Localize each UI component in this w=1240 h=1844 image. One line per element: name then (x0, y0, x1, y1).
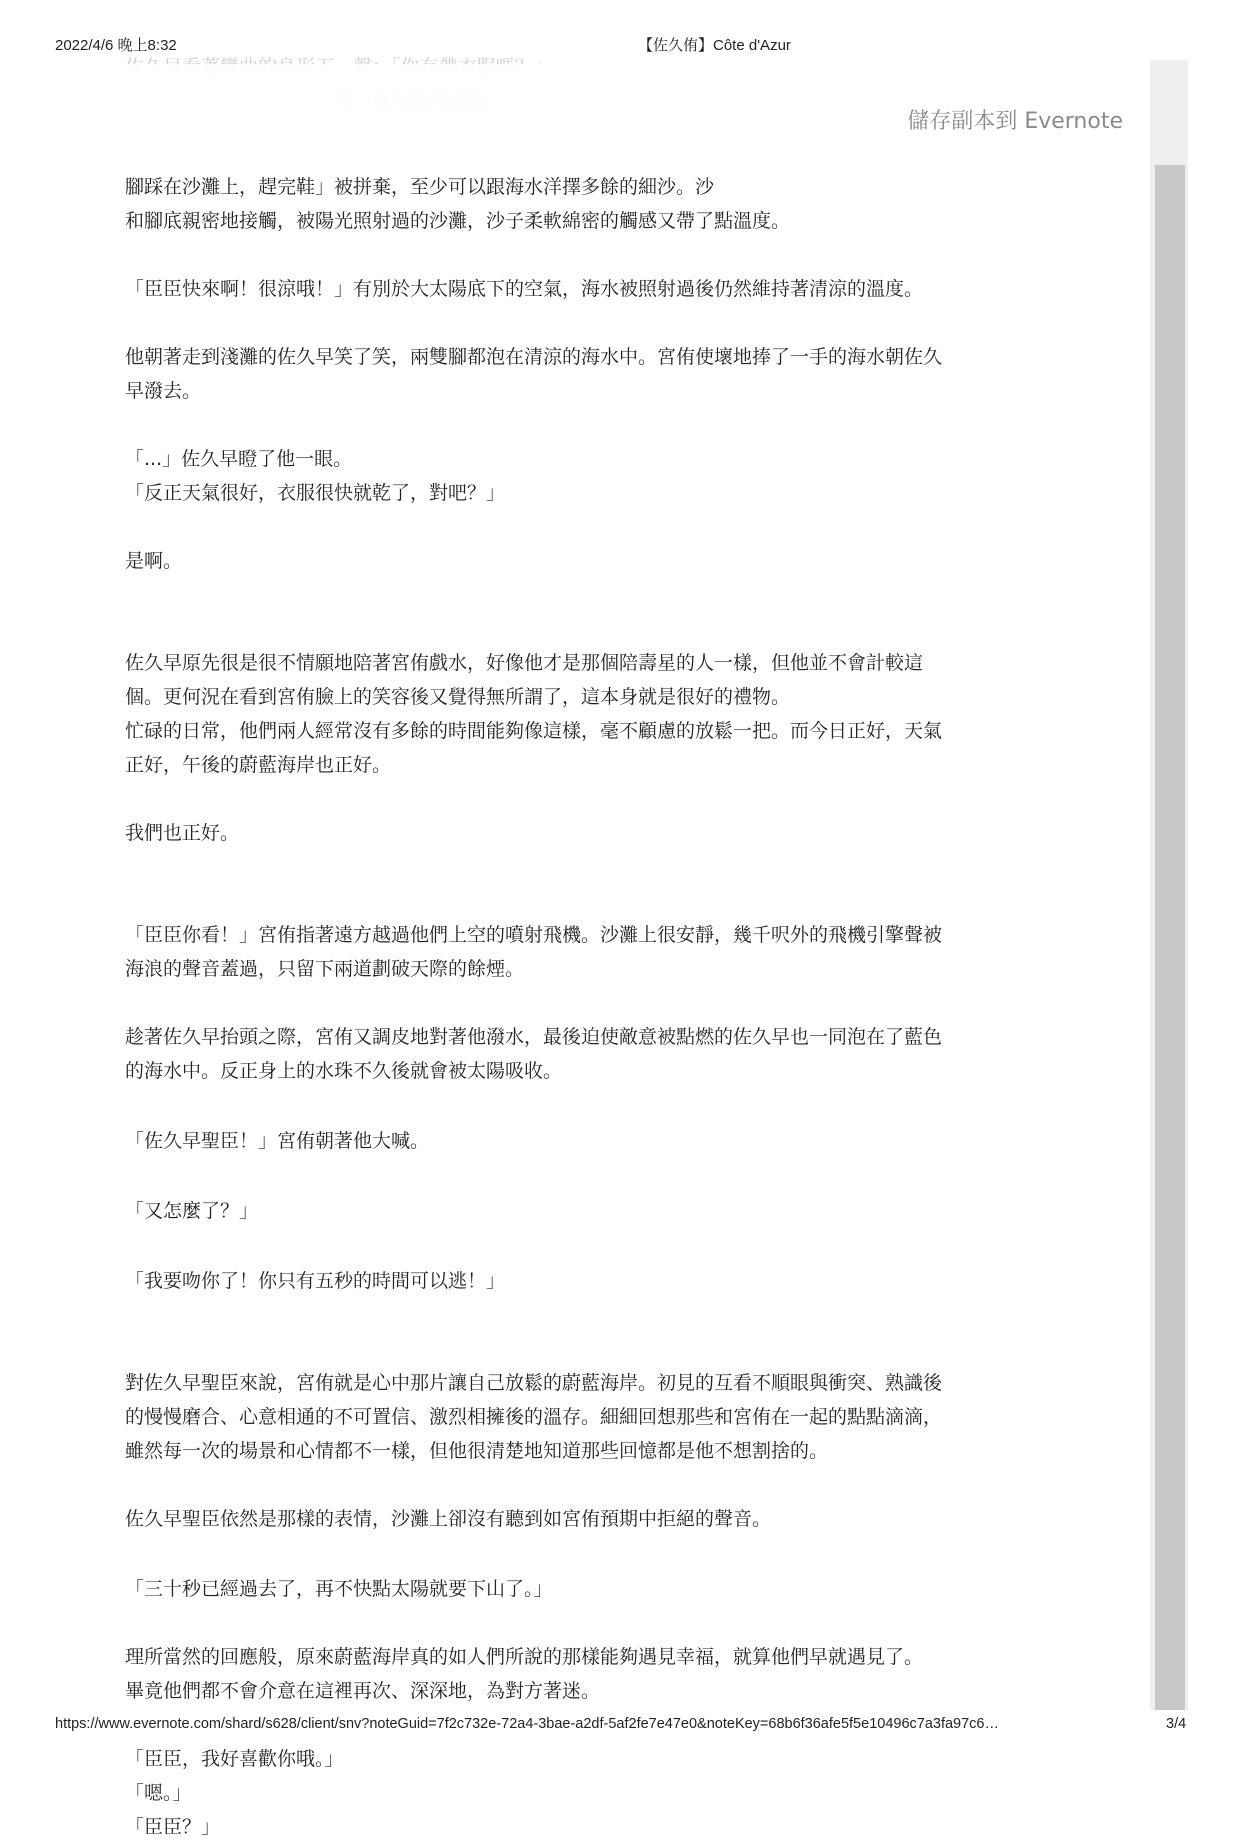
paragraph (125, 1502, 1080, 1536)
text-line: 「臣臣，我好喜歡你哦。」 (125, 1748, 344, 1770)
paragraph (125, 1020, 1080, 1088)
text-line: 正好，午後的蔚藍海岸也正好。 (125, 754, 392, 776)
note-body (125, 170, 1080, 1844)
text-line: 「臣臣你看！」宮侑指著遠方越過他們上空的噴射飛機。沙灘上很安靜，幾千呎外的飛機引擎聲被 (125, 924, 943, 946)
text-line: 「...」佐久早瞪了他一眼。 (125, 448, 353, 470)
text-line: 「嗯。」 (125, 1782, 192, 1804)
paragraph (125, 1572, 1080, 1606)
text-line: 對佐久早聖臣來說，宮侑就是心中那片讓自己放鬆的蔚藍海岸。初見的互看不順眼與衝突、熟識後 (125, 1372, 943, 1394)
text-line: 趁著佐久早抬頭之際，宮侑又調皮地對著他潑水，最後迫使敵意被點燃的佐久早也一同泡在了藍色 (125, 1026, 943, 1048)
paragraph (125, 1194, 1080, 1228)
text-line: 早潑去。 (125, 380, 202, 402)
text-line: 腳踩在沙灘上，趕完鞋」被拼棄，至少可以跟海水洋擇多餘的細沙。沙 (125, 176, 715, 198)
paragraph (125, 918, 1080, 986)
text-line: 是啊。 (125, 550, 183, 572)
paragraph (125, 646, 1080, 782)
text-line: 「臣臣快來啊！很涼哦！」有別於大太陽底下的空氣，海水被照射過後仍然維持著清涼的溫度。 (125, 278, 924, 300)
page-url: https://www.evernote.com/shard/s628/client/snv?noteGuid=7f2c732e-72a4-3bae-a2df-5af2fe7e47e0&noteKey=68b6f36afe5f5e10496c7a3fa97c6… (55, 1716, 999, 1732)
text-line: 「臣臣？」 (125, 1816, 221, 1838)
text-line: 理所當然的回應般，原來蔚藍海岸真的如人們所說的那樣能夠遇見幸福，就算他們早就遇見了。 (125, 1646, 924, 1668)
page-number: 3/4 (1166, 1716, 1187, 1732)
paragraph (125, 1366, 1080, 1468)
text-line: 「三十秒已經過去了，再不快點太陽就要下山了。」 (125, 1578, 553, 1600)
text-line: 雖然每一次的場景和心情都不一樣，但他很清楚地知道那些回憶都是他不想割捨的。 (125, 1440, 829, 1462)
text-line: 「佐久早聖臣！」宮侑朝著他大喊。 (125, 1130, 430, 1152)
paragraph (125, 1124, 1080, 1158)
paragraph (125, 816, 1080, 850)
text-line: 「又怎麼了？」 (125, 1200, 259, 1222)
text-line: 和腳底親密地接觸，被陽光照射過的沙灘，沙子柔軟綿密的觸感又帶了點溫度。 (125, 210, 791, 232)
paragraph (125, 1264, 1080, 1298)
text-line: 個。更何況在看到宮侑臉上的笑容後又覺得無所謂了，這本身就是很好的禮物。 (125, 686, 791, 708)
scrollbar-thumb[interactable] (1155, 165, 1185, 1710)
paragraph (125, 170, 1080, 238)
paragraph (125, 1640, 1080, 1708)
text-line: 佐久早聖臣依然是那樣的表情，沙灘上卻沒有聽到如宮侑預期中拒絕的聲音。 (125, 1508, 772, 1530)
text-line: 我們也正好。 (125, 822, 240, 844)
text-line: 他朝著走到淺灘的佐久早笑了笑，兩雙腳都泡在清涼的海水中。宮侑使壞地捧了一手的海水朝佐久 (125, 346, 943, 368)
text-line: 忙碌的日常，他們兩人經常沒有多餘的時間能夠像這樣，毫不顧慮的放鬆一把。而今日正好，天氣 (125, 720, 943, 742)
evernote-banner (125, 64, 1148, 160)
print-footer (0, 1716, 1240, 1738)
paragraph (125, 442, 1080, 510)
text-line: 海浪的聲音蓋過，只留下兩道劃破天際的餘煙。 (125, 958, 525, 980)
print-title: 【佐久侑】Côte d'Azur (638, 37, 791, 54)
paragraph (125, 272, 1080, 306)
paragraph (125, 1742, 1080, 1844)
save-to-evernote-link[interactable]: 儲存副本到 Evernote (907, 109, 1123, 134)
text-line: 佐久早原先很是很不情願地陪著宮侑戲水，好像他才是那個陪壽星的人一樣，但他並不會計較這 (125, 652, 924, 674)
print-date: 2022/4/6 晚上8:32 (55, 37, 177, 54)
paragraph (125, 340, 1080, 408)
text-line: 「我要吻你了！你只有五秒的時間可以逃！」 (125, 1270, 506, 1292)
text-line: 的海水中。反正身上的水珠不久後就會被太陽吸收。 (125, 1060, 563, 1082)
text-line: 畢竟他們都不會介意在這裡再次、深深地，為對方著迷。 (125, 1680, 601, 1702)
text-line: 「反正天氣很好，衣服很快就乾了，對吧？」 (125, 482, 506, 504)
text-line: 的慢慢磨合、心意相通的不可置信、激烈相擁後的溫存。細細回想那些和宮侑在一起的點點滴滴， (125, 1406, 943, 1428)
paragraph (125, 544, 1080, 578)
